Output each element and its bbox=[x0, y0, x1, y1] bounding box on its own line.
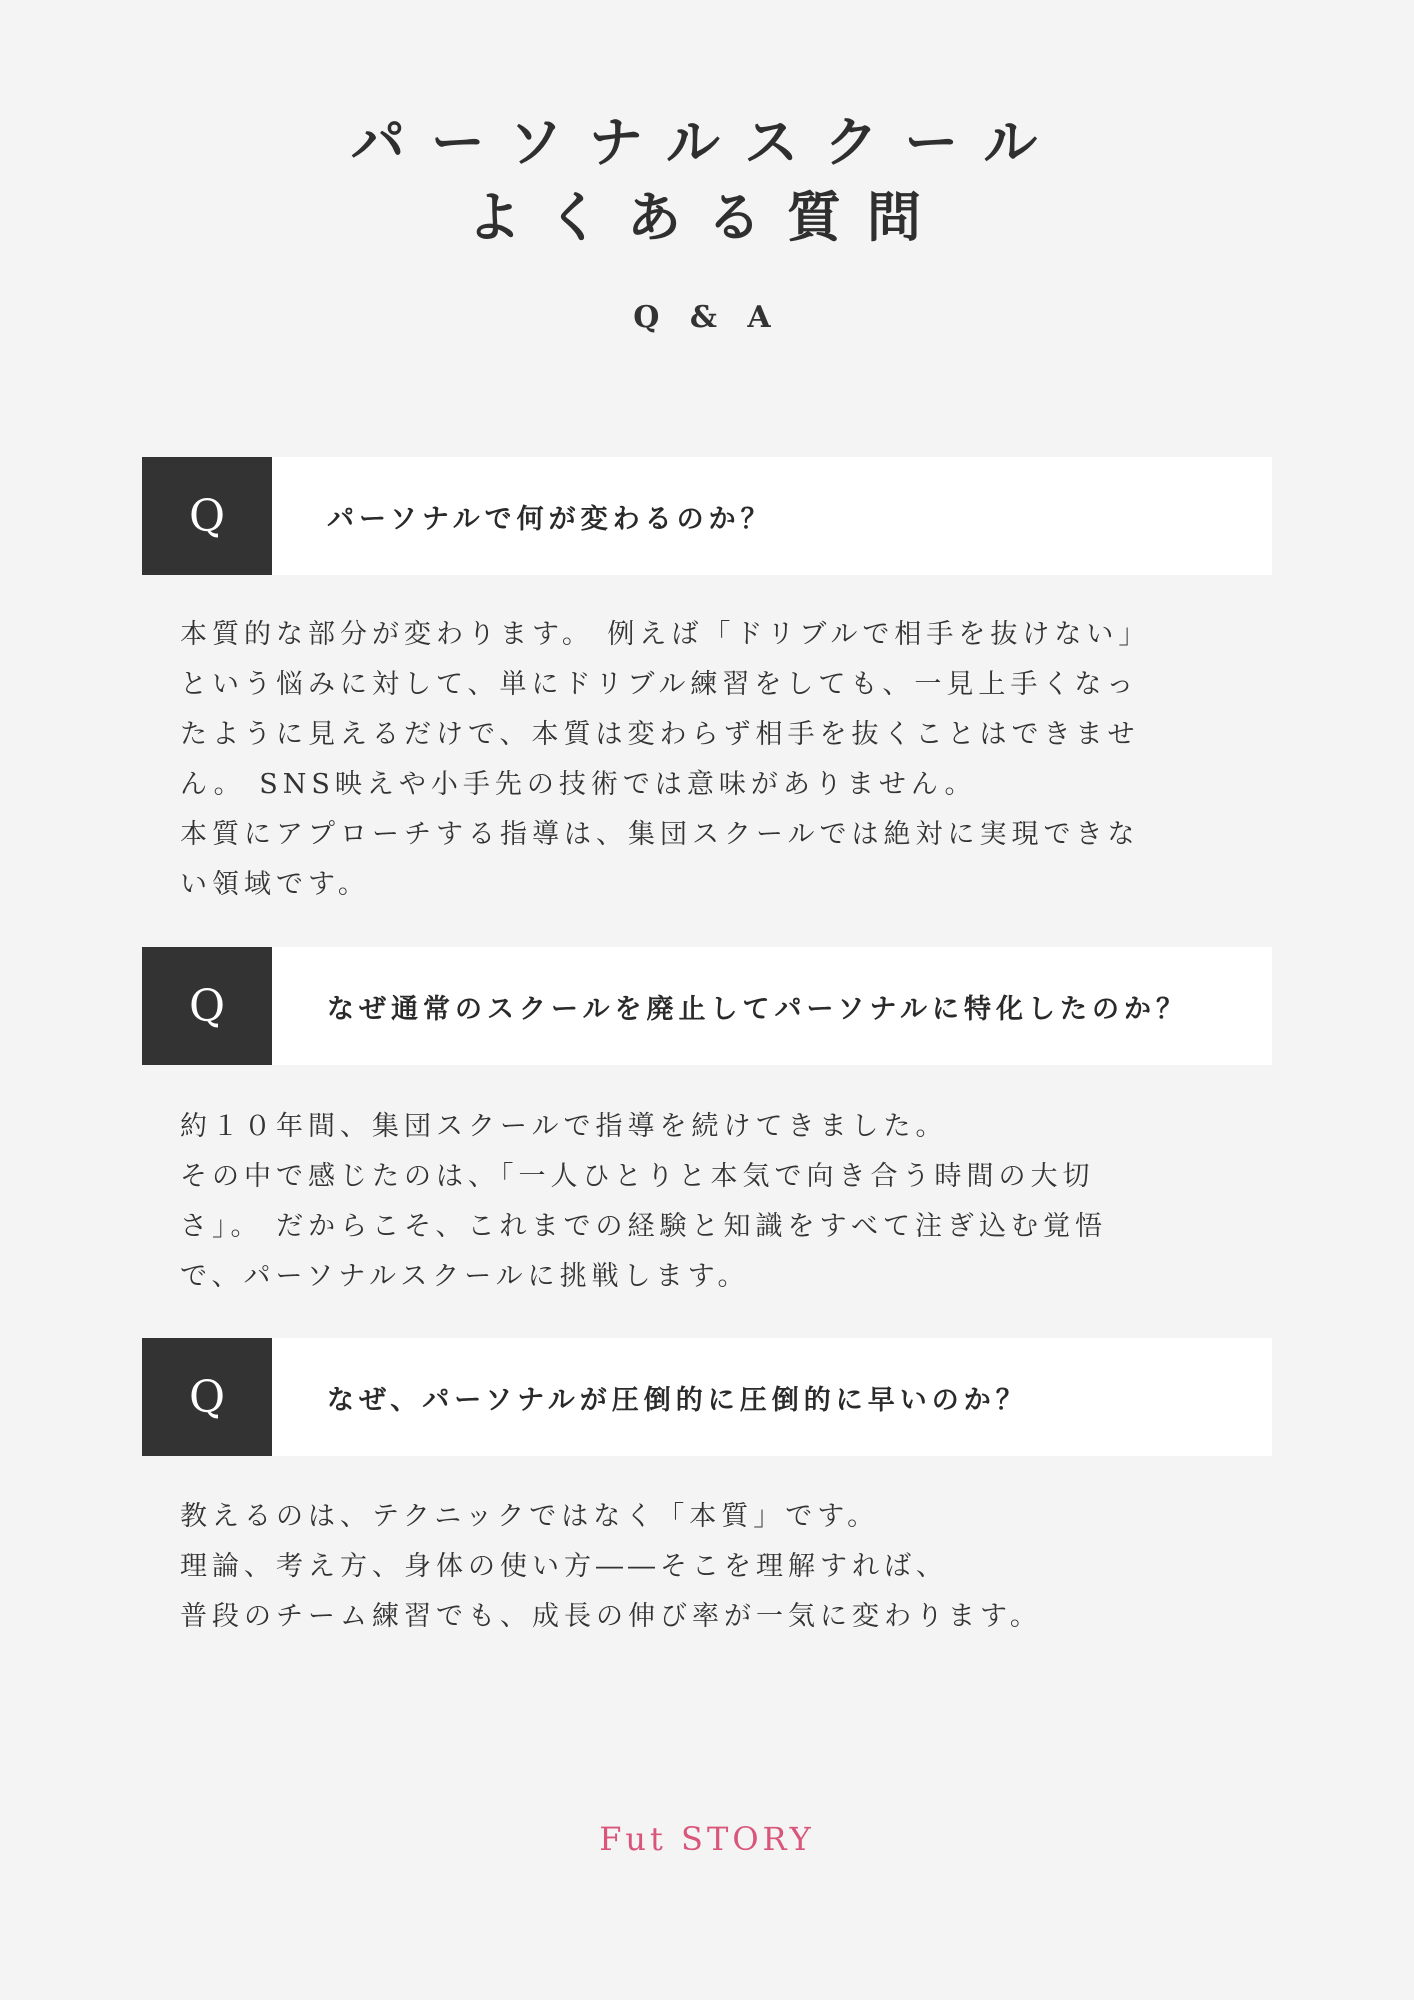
q-label-box: Q bbox=[142, 457, 272, 575]
answer-line: 教えるのは、テクニックではなく「本質」です。 bbox=[180, 1501, 880, 1532]
answer-line: たように見えるだけで、本質は変わらず相手を抜くことはできませ bbox=[180, 719, 1140, 750]
answer-line: い領域です。 bbox=[180, 869, 370, 900]
answer-line: 本質的な部分が変わります。 例えば「ドリブルで相手を抜けない」 bbox=[180, 619, 1151, 650]
answer-line: という悩みに対して、単にドリブル練習をしても、一見上手くなっ bbox=[180, 669, 1139, 700]
answer-line: で、パーソナルスクールに挑戦します。 bbox=[180, 1261, 750, 1292]
page-subtitle: Q & A bbox=[633, 300, 781, 335]
answer-line: その中で感じたのは、「一人ひとりと本気で向き合う時間の大切 bbox=[180, 1161, 1095, 1192]
page-title-line1: パーソナルスクール bbox=[350, 110, 1064, 174]
answer-line: さ」。 だからこそ、これまでの経験と知識をすべて注ぎ込む覚悟 bbox=[180, 1211, 1108, 1242]
answer-line: ん。 SNS映えや小手先の技術では意味がありません。 bbox=[180, 769, 977, 800]
faq-answer-3 bbox=[180, 1492, 1240, 1642]
answer-line: 約１０年間、集団スクールで指導を続けてきました。 bbox=[180, 1111, 948, 1142]
page-title-line2: よくある質問 bbox=[467, 185, 947, 249]
answer-line: 理論、考え方、身体の使い方――そこを理解すれば、 bbox=[180, 1551, 948, 1582]
answer-line: 本質にアプローチする指導は、集団スクールでは絶対に実現できな bbox=[180, 819, 1140, 850]
faq-question-3: なぜ、パーソナルが圧倒的に圧倒的に早いのか？ bbox=[327, 1384, 1028, 1416]
answer-line: 普段のチーム練習でも、成長の伸び率が一気に変わります。 bbox=[180, 1601, 1042, 1632]
faq-question-1: パーソナルで何が変わるのか？ bbox=[327, 503, 773, 535]
faq-question-2: なぜ通常のスクールを廃止してパーソナルに特化したのか？ bbox=[327, 993, 1189, 1025]
faq-answer-2 bbox=[180, 1102, 1240, 1302]
faq-question-bar-2 bbox=[142, 947, 1272, 1065]
faq-answer-1 bbox=[180, 610, 1240, 910]
faq-question-bar-1 bbox=[142, 457, 1272, 575]
footer-brand: Fut STORY bbox=[599, 1820, 815, 1858]
q-label-box: Q bbox=[142, 947, 272, 1065]
faq-question-bar-3 bbox=[142, 1338, 1272, 1456]
q-label-box: Q bbox=[142, 1338, 272, 1456]
